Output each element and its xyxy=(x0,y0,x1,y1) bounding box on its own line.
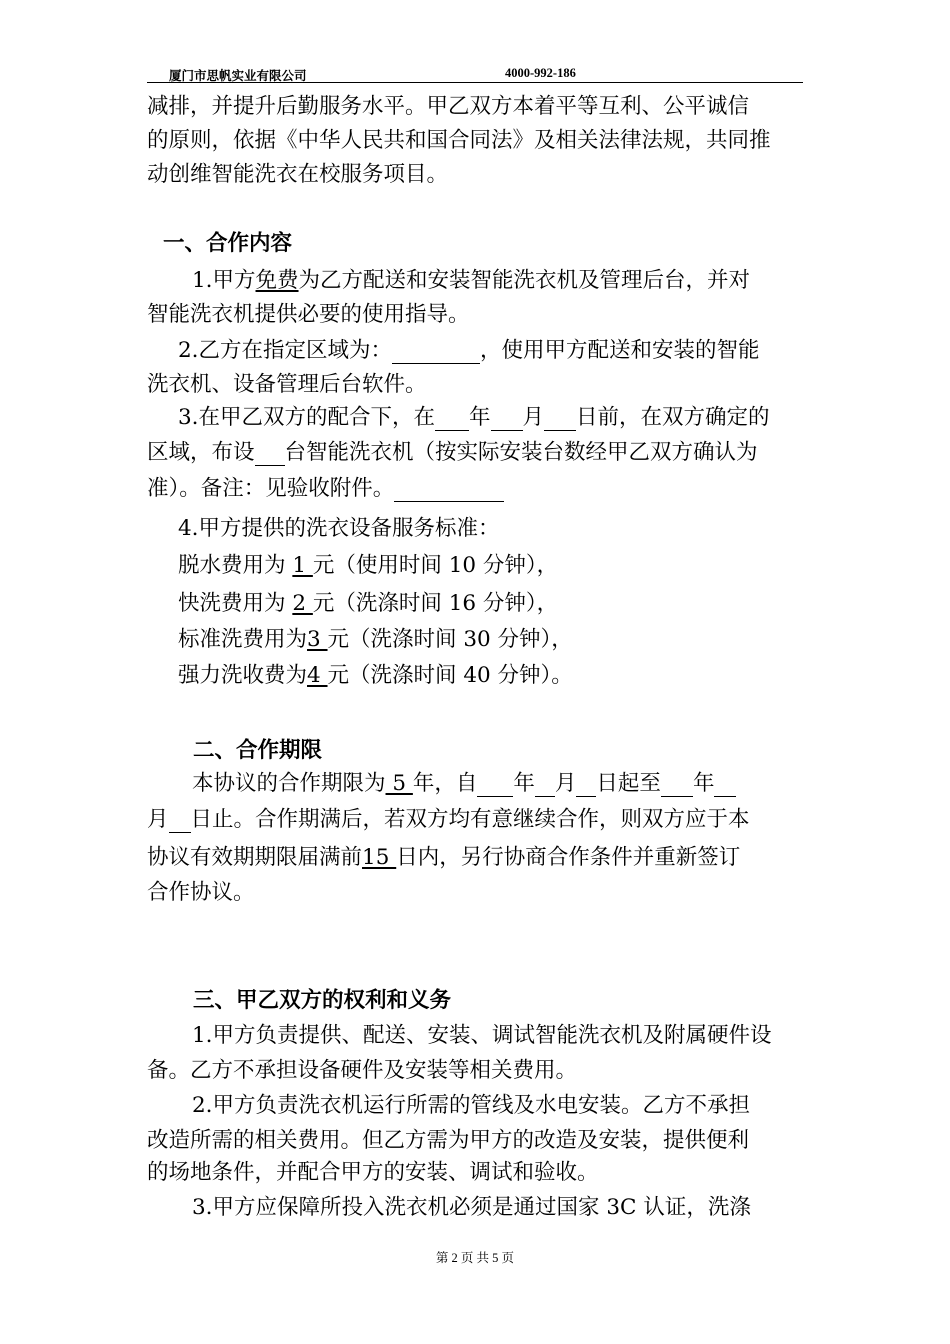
s1-item2: 2.乙方在指定区域为： ，使用甲方配送和安装的智能 xyxy=(178,338,760,363)
s2-line4: 合作协议。 xyxy=(147,880,255,905)
blank-field xyxy=(491,407,523,431)
blank-field xyxy=(477,773,513,797)
section2-heading: 二、合作期限 xyxy=(193,738,323,763)
s2-line1: 本协议的合作期限为 5 年，自 年 月 日起至 年 xyxy=(192,773,736,797)
fee-line: 脱水费用为 1 元（使用时间 10 分钟）， xyxy=(178,553,559,578)
blank-field xyxy=(255,442,285,466)
blank-field xyxy=(535,773,555,797)
page-header xyxy=(147,66,803,83)
s1-item1: 1.甲方免费为乙方配送和安装智能洗衣机及管理后台，并对 xyxy=(192,268,751,293)
s1-item2-line2: 洗衣机、设备管理后台软件。 xyxy=(147,372,427,397)
blank-field xyxy=(394,478,504,502)
intro-line: 减排，并提升后勤服务水平。甲乙双方本着平等互利、公平诚信 xyxy=(147,94,750,119)
s3-line: 2.甲方负责洗衣机运行所需的管线及水电安装。乙方不承担 xyxy=(192,1093,751,1118)
section1-heading: 一、合作内容 xyxy=(163,231,293,256)
blank-field xyxy=(544,407,576,431)
page-number: 第 2 页 共 5 页 xyxy=(435,1251,515,1265)
intro-line: 动创维智能洗衣在校服务项目。 xyxy=(147,162,449,187)
s3-line: 的场地条件，并配合甲方的安装、调试和验收。 xyxy=(147,1160,599,1185)
blank-field xyxy=(714,773,736,797)
fee-line: 强力洗收费为4 元（洗涤时间 40 分钟）。 xyxy=(178,663,573,688)
section3-heading: 三、甲乙双方的权利和义务 xyxy=(193,988,452,1013)
s3-line: 1.甲方负责提供、配送、安装、调试智能洗衣机及附属硬件设 xyxy=(192,1023,772,1048)
underlined-free: 免费 xyxy=(255,268,299,293)
s3-line: 改造所需的相关费用。但乙方需为甲方的改造及安装，提供便利 xyxy=(147,1128,750,1153)
s3-line: 3.甲方应保障所投入洗衣机必须是通过国家 3C 认证，洗涤 xyxy=(192,1195,751,1220)
s1-item3-line2: 区域，布设 台智能洗衣机（按实际安装台数经甲乙双方确认为 xyxy=(147,440,758,465)
blank-field xyxy=(435,407,469,431)
header-company: 厦门市思帆实业有限公司 xyxy=(169,69,307,83)
blank-field xyxy=(169,809,191,833)
s3-line: 备。乙方不承担设备硬件及安装等相关费用。 xyxy=(147,1058,578,1083)
s2-line3: 协议有效期期限届满前15 日内，另行协商合作条件并重新签订 xyxy=(147,845,741,870)
fee-line: 标准洗费用为3 元（洗涤时间 30 分钟）， xyxy=(178,627,573,652)
blank-field xyxy=(576,773,596,797)
blank-field xyxy=(392,340,480,364)
s1-item3-line3: 准）。备注：见验收附件。 xyxy=(147,478,504,502)
fee-line: 快洗费用为 2 元（洗涤时间 16 分钟）， xyxy=(178,591,559,616)
s1-item3: 3.在甲乙双方的配合下，在 年 月 日前，在双方确定的 xyxy=(178,405,770,430)
intro-line: 的原则，依据《中华人民共和国合同法》及相关法律法规，共同推 xyxy=(147,128,771,153)
header-phone: 4000-992-186 xyxy=(505,66,576,80)
s1-item1-line2: 智能洗衣机提供必要的使用指导。 xyxy=(147,302,470,327)
s1-item4: 4.甲方提供的洗衣设备服务标准： xyxy=(178,516,500,541)
s2-line2: 月 日止。合作期满后，若双方均有意继续合作，则双方应于本 xyxy=(147,807,750,832)
blank-field xyxy=(661,773,693,797)
